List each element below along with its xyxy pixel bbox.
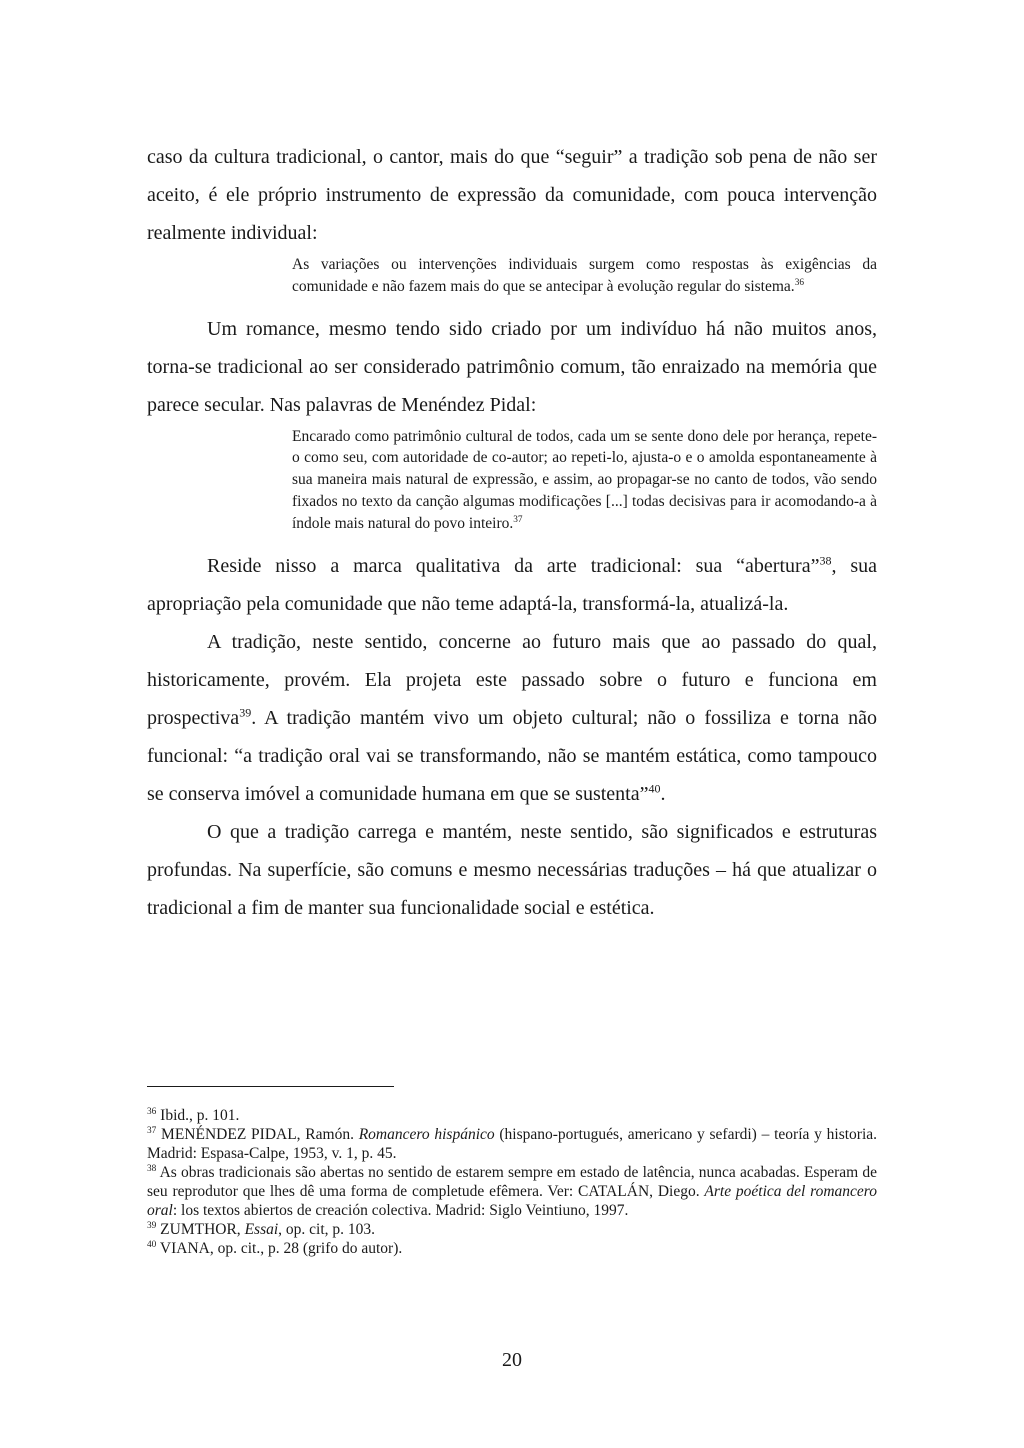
footnote-ref-38[interactable]: 38	[819, 552, 832, 567]
footnote-text: As obras tradicionais são abertas no sentido de estarem sempre em estado de latência, nunca acabadas. Esperam de seu reprodutor que lhes dê uma forma de completude efêmera. Ver: CATALÁN, Diego.	[147, 1164, 877, 1200]
footnote-text: Ibid., p. 101.	[156, 1107, 240, 1124]
footnote-separator	[147, 1086, 394, 1087]
footnote-work-title: Arte poética del romancero oral	[147, 1183, 877, 1219]
paragraph-3	[147, 547, 877, 623]
paragraph-4	[147, 623, 877, 813]
paragraph-4-part-b: . A tradição mantém vivo um objeto cultural; não o fossiliza e torna não funcional: “a tradição oral vai se transformando, não se mantém estática, como tampouco se conserva imóvel a comunidade humana em que se sustenta”	[147, 706, 877, 805]
block-quote-1-text: As variações ou intervenções individuais surgem como respostas às exigências da comunidade e não fazem mais do que se antecipar à evolução regular do sistema.	[292, 256, 877, 295]
footnote-ref-36[interactable]: 36	[794, 277, 804, 288]
footnote-number: 40	[147, 1239, 157, 1250]
footnote-37	[147, 1125, 877, 1163]
footnote-number: 39	[147, 1220, 157, 1231]
footnote-text: MENÉNDEZ PIDAL, Ramón.	[156, 1126, 359, 1143]
footnote-number: 37	[147, 1125, 157, 1136]
footnote-36	[147, 1106, 877, 1125]
footnote-text: (hispano-portugués, americano y sefardi) – teoría y historia. Madrid: Espasa-Calpe, 1953, v. 1, p. 45.	[147, 1126, 878, 1162]
paragraph-2: Um romance, mesmo tendo sido criado por um indivíduo há não muitos anos, torna-se tradicional ao ser considerado patrimônio comum, tão enraizado na memória que parece secular. Nas palavras de Menéndez Pidal:	[147, 317, 877, 416]
footnote-ref-37[interactable]: 37	[513, 514, 523, 525]
footnote-text: ZUMTHOR,	[156, 1221, 245, 1238]
footnote-ref-40[interactable]: 40	[648, 780, 661, 795]
footnote-40	[147, 1239, 877, 1258]
paragraph-3-part-a: Reside nisso a marca qualitativa da arte tradicional: sua “abertura”	[207, 554, 820, 577]
footnote-38	[147, 1163, 877, 1220]
footnote-work-title: Romancero hispánico	[358, 1126, 495, 1143]
footnote-text: , op. cit, p. 103.	[278, 1221, 376, 1238]
footnote-work-title: Essai	[244, 1221, 279, 1238]
footnote-text: : los textos abiertos de creación colectiva. Madrid: Siglo Veintiuno, 1997.	[172, 1202, 629, 1219]
paragraph-4-part-a: A tradição, neste sentido, concerne ao futuro mais que ao passado do qual, historicamente, provém. Ela projeta este passado sobre o futuro e funciona em prospectiva	[147, 630, 877, 729]
page-body	[147, 138, 877, 927]
page-number: 20	[502, 1349, 522, 1371]
paragraph-4-part-c: .	[660, 782, 666, 805]
footnote-number: 38	[147, 1163, 157, 1174]
block-quote-2-text: Encarado como patrimônio cultural de todos, cada um se sente dono dele por herança, repete-o como seu, com autoridade de co-autor; ao repeti-lo, ajusta-o e o amolda espontaneamente à sua maneira mais natural de expressão, e assim, ao propagar-se no canto de todos, vão sendo fixados no texto da canção algumas modificações [...] todas decisivas para ir acomodando-a à índole mais natural do povo inteiro.	[292, 427, 877, 532]
paragraph-3-part-b: , sua apropriação pela comunidade que não teme adaptá-la, transformá-la, atualizá-la.	[147, 554, 877, 615]
footnotes	[147, 1106, 877, 1258]
paragraph-5: O que a tradição carrega e mantém, neste sentido, são significados e estruturas profundas. Na superfície, são comuns e mesmo necessárias traduções – há que atualizar o tradicional a fim de manter sua funcionalidade social e estética.	[147, 820, 877, 919]
footnote-text: VIANA, op. cit., p. 28 (grifo do autor).	[156, 1240, 403, 1257]
footnote-39	[147, 1220, 877, 1239]
footnote-ref-39[interactable]: 39	[239, 704, 252, 719]
block-quote-1	[292, 254, 877, 298]
footnote-number: 36	[147, 1106, 157, 1117]
paragraph-1: caso da cultura tradicional, o cantor, mais do que “seguir” a tradição sob pena de não ser aceito, é ele próprio instrumento de expressão da comunidade, com pouca intervenção realmente individual:	[147, 146, 877, 244]
block-quote-2	[292, 426, 877, 535]
